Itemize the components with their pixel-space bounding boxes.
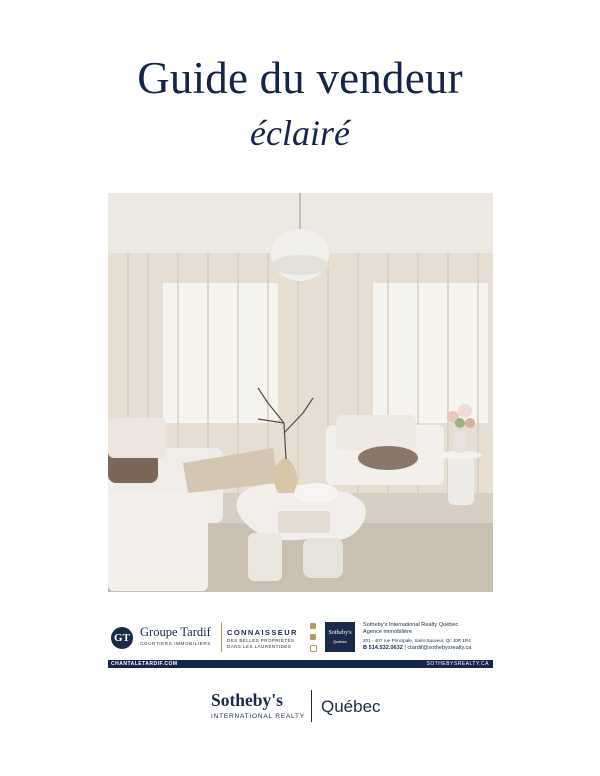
contact-line: B 514.532.0632 | ctardif@sothebysrealty.ca	[363, 645, 472, 651]
email[interactable]: ctardif@sothebysrealty.ca	[407, 645, 472, 651]
website-right-link[interactable]: SOTHEBYSREALTY.CA	[426, 661, 489, 667]
facebook-icon[interactable]	[310, 623, 316, 629]
tagline-title: CONNAISSEUR	[227, 628, 298, 637]
cover-title: Guide du vendeur	[137, 53, 463, 103]
footer-city: Québec	[321, 697, 381, 716]
agent-band	[108, 614, 493, 666]
cover-subtitle: éclairé	[250, 113, 350, 153]
group-name: Groupe Tardif	[140, 625, 211, 639]
divider	[221, 622, 222, 652]
website-left-link[interactable]: CHANTALETARDIF.COM	[111, 661, 178, 667]
groupe-tardif-logo: GT	[111, 627, 133, 649]
instagram-icon[interactable]	[310, 645, 317, 652]
living-room-photo	[108, 193, 493, 592]
website-bar	[108, 660, 493, 668]
sothebys-brand: Sotheby's	[211, 690, 283, 710]
sothebys-brand-sub: INTERNATIONAL REALTY	[211, 713, 305, 720]
agency-type: Agence immobilière	[363, 629, 413, 635]
agency-name: Sotheby's International Realty Québec	[363, 622, 459, 628]
tagline-line-2: DANS LES LAURENTIDES	[227, 644, 292, 649]
youtube-icon[interactable]	[310, 634, 316, 640]
group-subtitle: COURTIERS IMMOBILIERS	[140, 641, 211, 646]
tagline-line-1: DES BELLES PROPRIÉTÉS	[227, 638, 295, 643]
agency-address: 201 - 407 rue Principale, Saint-Sauveur, Qc J0R 1R4	[363, 638, 471, 643]
sothebys-mini-logo: Sotheby's Québec	[325, 622, 355, 652]
footer-divider	[311, 690, 312, 722]
phone[interactable]: B 514.532.0632	[363, 645, 403, 651]
